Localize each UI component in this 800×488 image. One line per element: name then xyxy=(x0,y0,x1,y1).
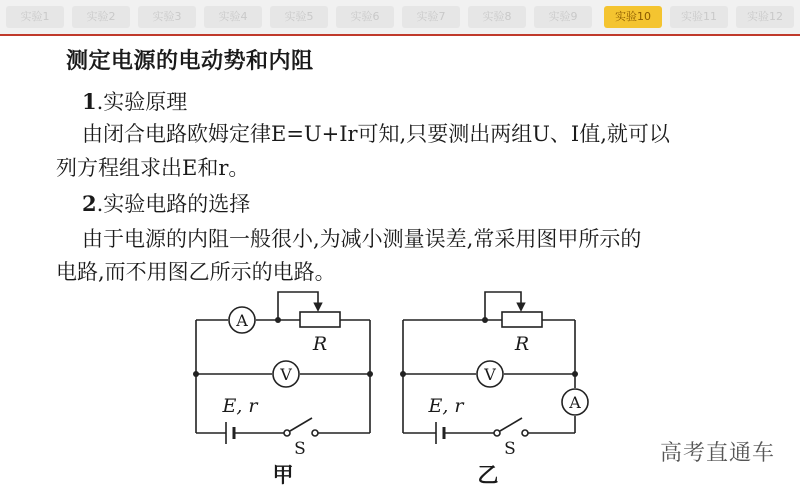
diagram-caption: 乙 xyxy=(477,462,499,487)
tab-exp-10[interactable]: 实验10 xyxy=(604,6,662,28)
junction-dot xyxy=(193,371,199,377)
source-label: E, r xyxy=(428,395,464,417)
tab-exp-4[interactable]: 实验4 xyxy=(204,6,262,28)
section-label: .实验原理 xyxy=(96,90,188,114)
rheostat-slider xyxy=(485,292,521,320)
resistor-label: R xyxy=(312,333,328,355)
junction-dot xyxy=(400,371,406,377)
switch-contact xyxy=(312,430,318,436)
paragraph-1-line-1: 由闭合电路欧姆定律E=U+Ir可知,只要测出两组U、I值,就可以 xyxy=(82,122,670,146)
resistor-r xyxy=(502,312,542,327)
tab-exp-7[interactable]: 实验7 xyxy=(402,6,460,28)
tab-exp-9[interactable]: 实验9 xyxy=(534,6,592,28)
page-title: 测定电源的电动势和内阻 xyxy=(66,49,314,74)
section-label: .实验电路的选择 xyxy=(96,192,251,216)
switch-blade xyxy=(500,418,522,431)
section-number: 2 xyxy=(82,191,97,216)
rheostat-slider xyxy=(278,292,318,320)
tab-exp-11[interactable]: 实验11 xyxy=(670,6,728,28)
tab-exp-8[interactable]: 实验8 xyxy=(468,6,526,28)
junction-dot xyxy=(367,371,373,377)
voltmeter-label: V xyxy=(484,365,496,384)
tab-exp-6[interactable]: 实验6 xyxy=(336,6,394,28)
diagram-caption: 甲 xyxy=(272,462,294,487)
voltmeter-label: V xyxy=(280,365,292,384)
junction-dot xyxy=(572,371,578,377)
junction-dot xyxy=(482,317,488,323)
watermark-text: 高考直通车 xyxy=(660,441,776,466)
tab-exp-12[interactable]: 实验12 xyxy=(736,6,794,28)
switch-contact xyxy=(522,430,528,436)
switch-blade xyxy=(290,418,312,431)
section-number: 1 xyxy=(82,89,97,114)
paragraph-2-line-2: 电路,而不用图乙所示的电路。 xyxy=(56,260,336,284)
switch-contact xyxy=(284,430,290,436)
tab-exp-3[interactable]: 实验3 xyxy=(138,6,196,28)
ammeter-label: A xyxy=(569,393,581,412)
paragraph-2-line-1: 由于电源的内阻一般很小,为减小测量误差,常采用图甲所示的 xyxy=(82,227,642,251)
resistor-label: R xyxy=(514,333,530,355)
switch-label: S xyxy=(294,439,306,459)
junction-dot xyxy=(275,317,281,323)
ammeter-label: A xyxy=(236,311,248,330)
paragraph-1-line-2: 列方程组求出E和r。 xyxy=(56,156,250,180)
switch-contact xyxy=(494,430,500,436)
resistor-r xyxy=(300,312,340,327)
switch-label: S xyxy=(504,439,516,459)
tab-exp-2[interactable]: 实验2 xyxy=(72,6,130,28)
tab-exp-1[interactable]: 实验1 xyxy=(6,6,64,28)
source-label: E, r xyxy=(222,395,258,417)
tab-exp-5[interactable]: 实验5 xyxy=(270,6,328,28)
